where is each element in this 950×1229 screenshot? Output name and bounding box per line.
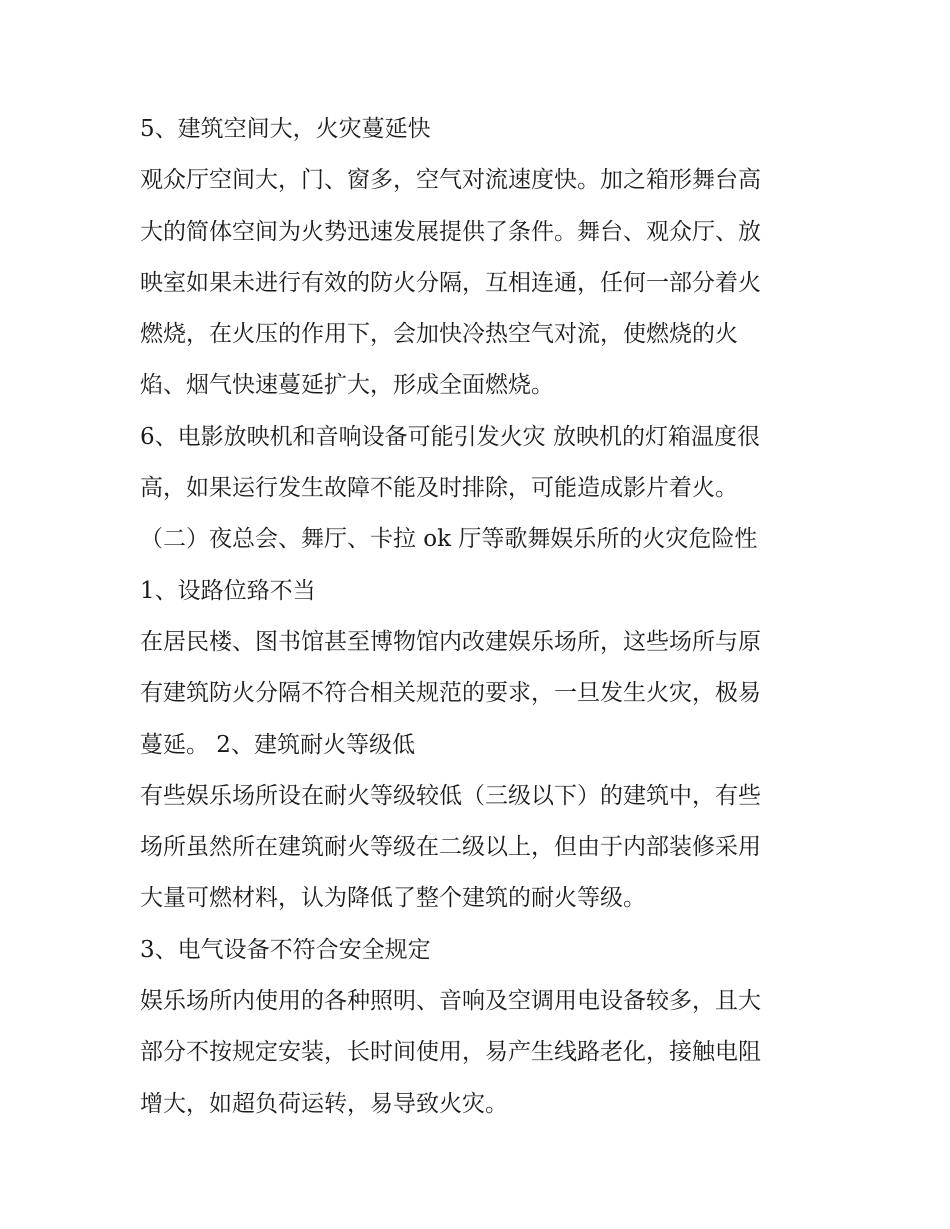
- heading-5-building-space: 5、建筑空间大，火灾蔓延快: [140, 116, 431, 142]
- paragraph-line: 场所虽然所在建筑耐火等级在二级以上，但由于内部装修采用: [140, 834, 761, 861]
- heading-6-projector: 6、电影放映机和音响设备可能引发火灾 放映机的灯箱温度很: [140, 423, 760, 450]
- paragraph-line: 有些娱乐场所设在耐火等级较低（三级以下）的建筑中，有些: [140, 782, 761, 809]
- paragraph-line: 部分不按规定安装，长时间使用，易产生线路老化，接触电阻: [140, 1039, 761, 1066]
- paragraph-line: 大的简体空间为火势迅速发展提供了条件。舞台、观众厅、放: [140, 218, 761, 245]
- heading-1-location: 1、设路位臵不当: [140, 577, 316, 604]
- section-heading-2: （二）夜总会、舞厅、卡拉 ok 厅等歌舞娱乐所的火灾危险性: [140, 526, 758, 553]
- document-body: [140, 104, 820, 1130]
- paragraph-line: 观众厅空间大，门、窗多，空气对流速度快。加之箱形舞台高: [140, 167, 761, 194]
- paragraph-line: 映室如果未进行有效的防火分隔，互相连通，任何一部分着火: [140, 269, 761, 296]
- paragraph-line: 蔓延。 2、建筑耐火等级低: [140, 731, 415, 758]
- paragraph-line: 娱乐场所内使用的各种照明、音响及空调用电设备较多，且大: [140, 988, 761, 1015]
- heading-3-electrical: 3、电气设备不符合安全规定: [140, 936, 431, 963]
- paragraph-line: 大量可燃材料，认为降低了整个建筑的耐火等级。: [140, 885, 646, 912]
- paragraph-line: 燃烧，在火压的作用下，会加快冷热空气对流，使燃烧的火: [140, 321, 738, 348]
- paragraph-line: 在居民楼、图书馆甚至博物馆内改建娱乐场所，这些场所与原: [140, 628, 761, 655]
- paragraph-line: 增大，如超负荷运转，易导致火灾。: [140, 1090, 508, 1117]
- paragraph-line: 高，如果运行发生故障不能及时排除，可能造成影片着火。: [140, 475, 738, 502]
- paragraph-line: 焰、烟气快速蔓延扩大，形成全面燃烧。: [140, 372, 554, 399]
- paragraph-line: 有建筑防火分隔不符合相关规范的要求，一旦发生火灾，极易: [140, 680, 761, 707]
